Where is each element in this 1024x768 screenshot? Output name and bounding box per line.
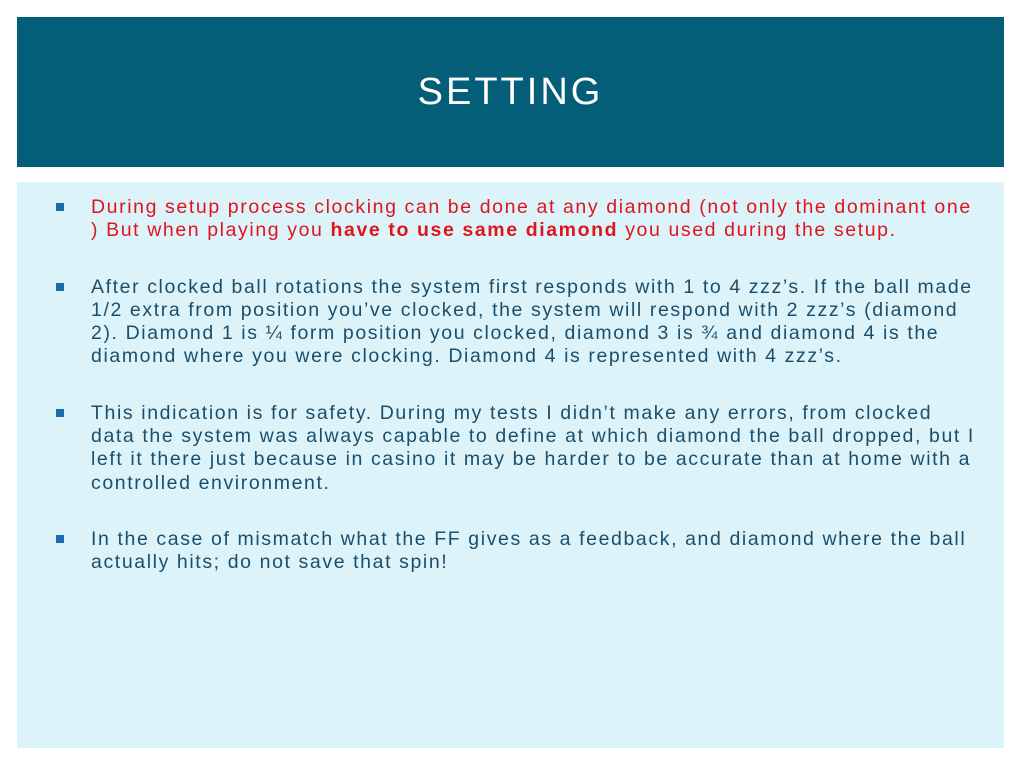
content-area [17,182,1004,748]
square-bullet-icon [56,535,64,543]
bullet-item-mismatch [17,528,1004,575]
bullet-list [17,196,1004,608]
square-bullet-icon [56,203,64,211]
square-bullet-icon [56,409,64,417]
slide-title: SETTING [417,70,604,113]
bullet-text: In the case of mismatch what the FF gives as a feedback, and diamond where the ball actually hits; do not save that spin! [91,527,967,574]
bullet-text: This indication is for safety. During my tests I didn’t make any errors, from clocked data the system was always capable to define at which diamond the ball dropped, but I left it there just because in casino it may be harder to be accurate than at home with a controlled environment. [91,401,975,494]
bullet-text-end: you used during the setup. [618,219,897,242]
bullet-text: After clocked ball rotations the system first responds with 1 to 4 zzz’s. If the ball made 1/2 extra from position you’ve clocked, the system will respond with 2 zzz’s (diamond 2). Diamond 1 is ¼ form position you clocked, diamond 3 is ¾ and diamond 4 is the diamond where you were clocking. Diamond 4 is represented with 4 zzz’s. [91,275,973,368]
bullet-item-setup-clocking [17,196,1004,243]
bullet-item-system-response [17,276,1004,369]
square-bullet-icon [56,283,64,291]
bullet-text: During setup process clocking can be done at any diamond (not only the dominant one ) But when playing you [91,196,972,242]
title-banner [17,17,1004,167]
bullet-item-safety [17,402,1004,495]
bullet-emphasis: have to use same diamond [330,219,619,242]
